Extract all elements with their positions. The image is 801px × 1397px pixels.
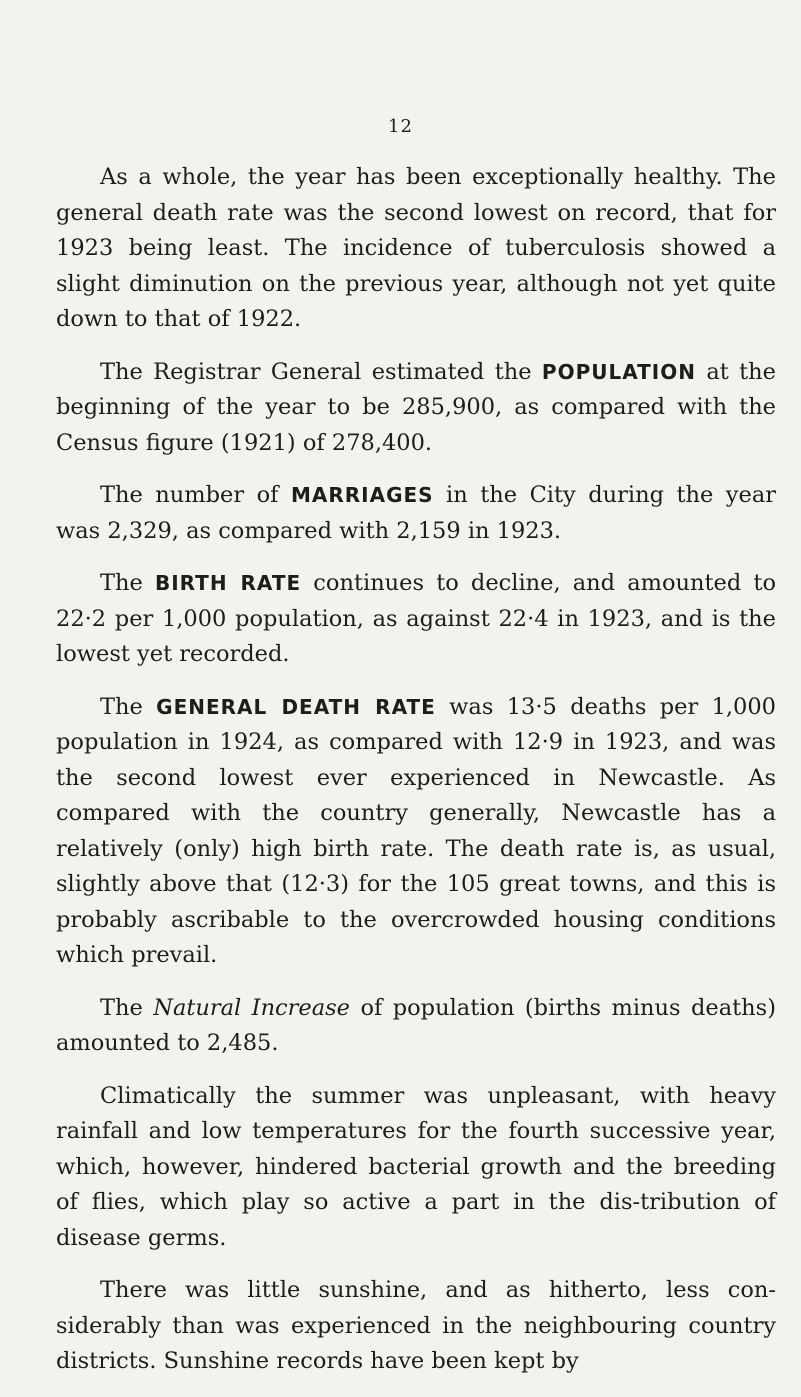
report-body <box>56 160 776 1397</box>
paragraph-text: As a whole, the year has been exceptionally healthy. The general death rate was the second lowest on record, that for 1923 being least. The incidence of tuberculosis showed a slight diminution on the previous year, although not yet quite down to that of 1922. <box>56 164 776 332</box>
paragraph-natural-increase <box>56 991 776 1062</box>
paragraph-population <box>56 355 776 462</box>
paragraph-text: at the beginning of the year to be 285,900, as compared with the Census figure (1921) of 278,400. <box>56 358 776 456</box>
paragraph-text: in the City during the year was 2,329, as compared with 2,159 in 1923. <box>56 482 777 544</box>
page-number: 12 <box>388 116 413 137</box>
paragraph-climate <box>56 1079 776 1257</box>
paragraph-text: There was little sunshine, and as hitherto, less con-siderably than was experienced in the neighbouring country districts. Sunshine records have been kept by <box>56 1277 776 1374</box>
paragraph-marriages <box>56 478 776 549</box>
paragraph-text: The <box>100 570 155 596</box>
paragraph-sunshine <box>56 1273 776 1380</box>
paragraph-text: The Registrar General estimated the <box>100 358 542 385</box>
heading-general-death-rate: GENERAL DEATH RATE <box>156 694 436 719</box>
paragraph-text: The <box>100 994 154 1021</box>
paragraph-general-death-rate <box>56 690 776 974</box>
paragraph-text: continues to decline, and amounted to 22·2 per 1,000 population, as against 22·4 in 1923, and is the lowest yet recorded. <box>56 570 777 667</box>
heading-birth-rate: BIRTH RATE <box>154 571 302 595</box>
paragraph-text: The number of <box>100 482 291 508</box>
paragraph-text: Climatically the summer was unpleasant, with heavy rainfall and low temperatures for the fourth successive year, which, however, hindered bacterial growth and the breeding of flies, which play so active a part in the dis-tribution of disease germs. <box>56 1082 776 1251</box>
heading-marriages: MARRIAGES <box>290 483 434 507</box>
paragraph-overview <box>56 160 776 338</box>
phrase-natural-increase: Natural Increase <box>153 994 351 1021</box>
paragraph-text: was 13·5 deaths per 1,000 population in 1924, as compared with 12·9 in 1923, and was the second lowest ever experienced in Newcastle. As compared with the country generally, Newcastle has a relatively (only) high birth rate. The death rate is, as usual, slightly above that (12·3) for the 105 great towns, and this is probably ascribable to the overcrowded housing conditions which prevail. <box>56 693 776 968</box>
paragraph-text: The <box>100 693 157 720</box>
paragraph-birth-rate <box>56 566 776 673</box>
paragraph-text: of population (births minus deaths) amounted to 2,485. <box>56 994 777 1056</box>
heading-population: POPULATION <box>541 359 696 384</box>
